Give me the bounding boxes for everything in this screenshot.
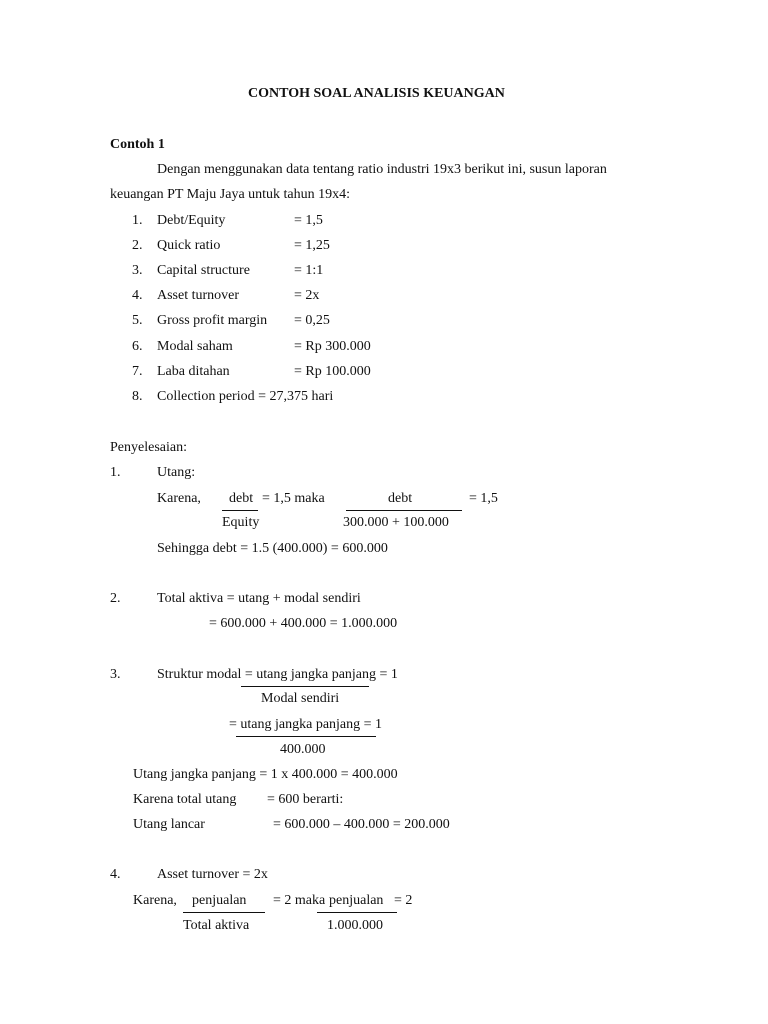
list-item-label: Debt/Equity <box>157 213 226 228</box>
list-item-value: = 1:1 <box>294 263 324 278</box>
step-title: Utang: <box>157 465 196 480</box>
equation-text: = 2 maka <box>273 893 326 908</box>
step-line: Struktur modal = utang jangka panjang = 1 <box>157 667 398 682</box>
list-item-number: 7. <box>132 364 143 379</box>
equation-text: = 2 <box>394 893 413 908</box>
step-line: = 600.000 + 400.000 = 1.000.000 <box>209 616 398 631</box>
fraction-line <box>183 912 265 913</box>
list-item-number: 8. <box>132 389 143 404</box>
fraction-numerator: debt <box>388 491 413 506</box>
list-item-label: Laba ditahan <box>157 364 230 379</box>
fraction-denominator: 1.000.000 <box>327 918 383 933</box>
step-result: Sehingga debt = 1.5 (400.000) = 600.000 <box>157 541 388 556</box>
step-number: 3. <box>110 667 121 682</box>
fraction-line <box>346 510 462 511</box>
solution-heading: Penyelesaian: <box>110 440 187 455</box>
list-item-value: = 1,5 <box>294 213 323 228</box>
list-item-label: Collection period = 27,375 hari <box>157 389 334 404</box>
step-title: Asset turnover = 2x <box>157 867 268 882</box>
list-item-number: 4. <box>132 288 143 303</box>
step-line: = utang jangka panjang = 1 <box>229 717 383 732</box>
fraction-denominator: Equity <box>222 515 260 530</box>
step-result: Utang lancar <box>133 817 205 832</box>
fraction-line <box>236 736 376 737</box>
list-item-value: = Rp 300.000 <box>294 339 371 354</box>
fraction-denominator: Total aktiva <box>183 918 250 933</box>
intro-line-1: Dengan menggunakan data tentang ratio industri 19x3 berikut ini, susun laporan <box>157 162 607 177</box>
step-result: Karena total utang <box>133 792 237 807</box>
step-number: 2. <box>110 591 121 606</box>
step-result: Utang jangka panjang = 1 x 400.000 = 400.000 <box>133 767 398 782</box>
page-title: CONTOH SOAL ANALISIS KEUANGAN <box>248 86 505 101</box>
list-item-number: 5. <box>132 313 143 328</box>
list-item-number: 1. <box>132 213 143 228</box>
step-line: Total aktiva = utang + modal sendiri <box>157 591 361 606</box>
list-item-value: = 1,25 <box>294 238 330 253</box>
list-item-label: Modal saham <box>157 339 233 354</box>
list-item-label: Gross profit margin <box>157 313 268 328</box>
fraction-denominator: Modal sendiri <box>261 691 340 706</box>
step-result: = 600.000 – 400.000 = 200.000 <box>273 817 450 832</box>
fraction-line <box>241 686 369 687</box>
list-item-label: Capital structure <box>157 263 250 278</box>
fraction-line <box>222 510 258 511</box>
fraction-numerator: debt <box>229 491 254 506</box>
list-item-value: = 0,25 <box>294 313 330 328</box>
fraction-line <box>317 912 397 913</box>
list-item-label: Asset turnover <box>157 288 240 303</box>
fraction-denominator: 400.000 <box>280 742 326 757</box>
fraction-numerator: penjualan <box>192 893 247 908</box>
intro-line-2: keuangan PT Maju Jaya untuk tahun 19x4: <box>110 187 351 202</box>
list-item-value: = Rp 100.000 <box>294 364 371 379</box>
equation-text: = 1,5 <box>469 491 498 506</box>
section-heading: Contoh 1 <box>110 137 165 152</box>
karena-label: Karena, <box>133 893 177 908</box>
fraction-numerator: penjualan <box>329 893 384 908</box>
step-result: = 600 berarti: <box>267 792 344 807</box>
equation-text: = 1,5 maka <box>262 491 325 506</box>
karena-label: Karena, <box>157 491 201 506</box>
list-item-value: = 2x <box>294 288 320 303</box>
list-item-label: Quick ratio <box>157 238 221 253</box>
list-item-number: 6. <box>132 339 143 354</box>
list-item-number: 3. <box>132 263 143 278</box>
step-number: 1. <box>110 465 121 480</box>
list-item-number: 2. <box>132 238 143 253</box>
step-number: 4. <box>110 867 121 882</box>
fraction-denominator: 300.000 + 100.000 <box>343 515 449 530</box>
